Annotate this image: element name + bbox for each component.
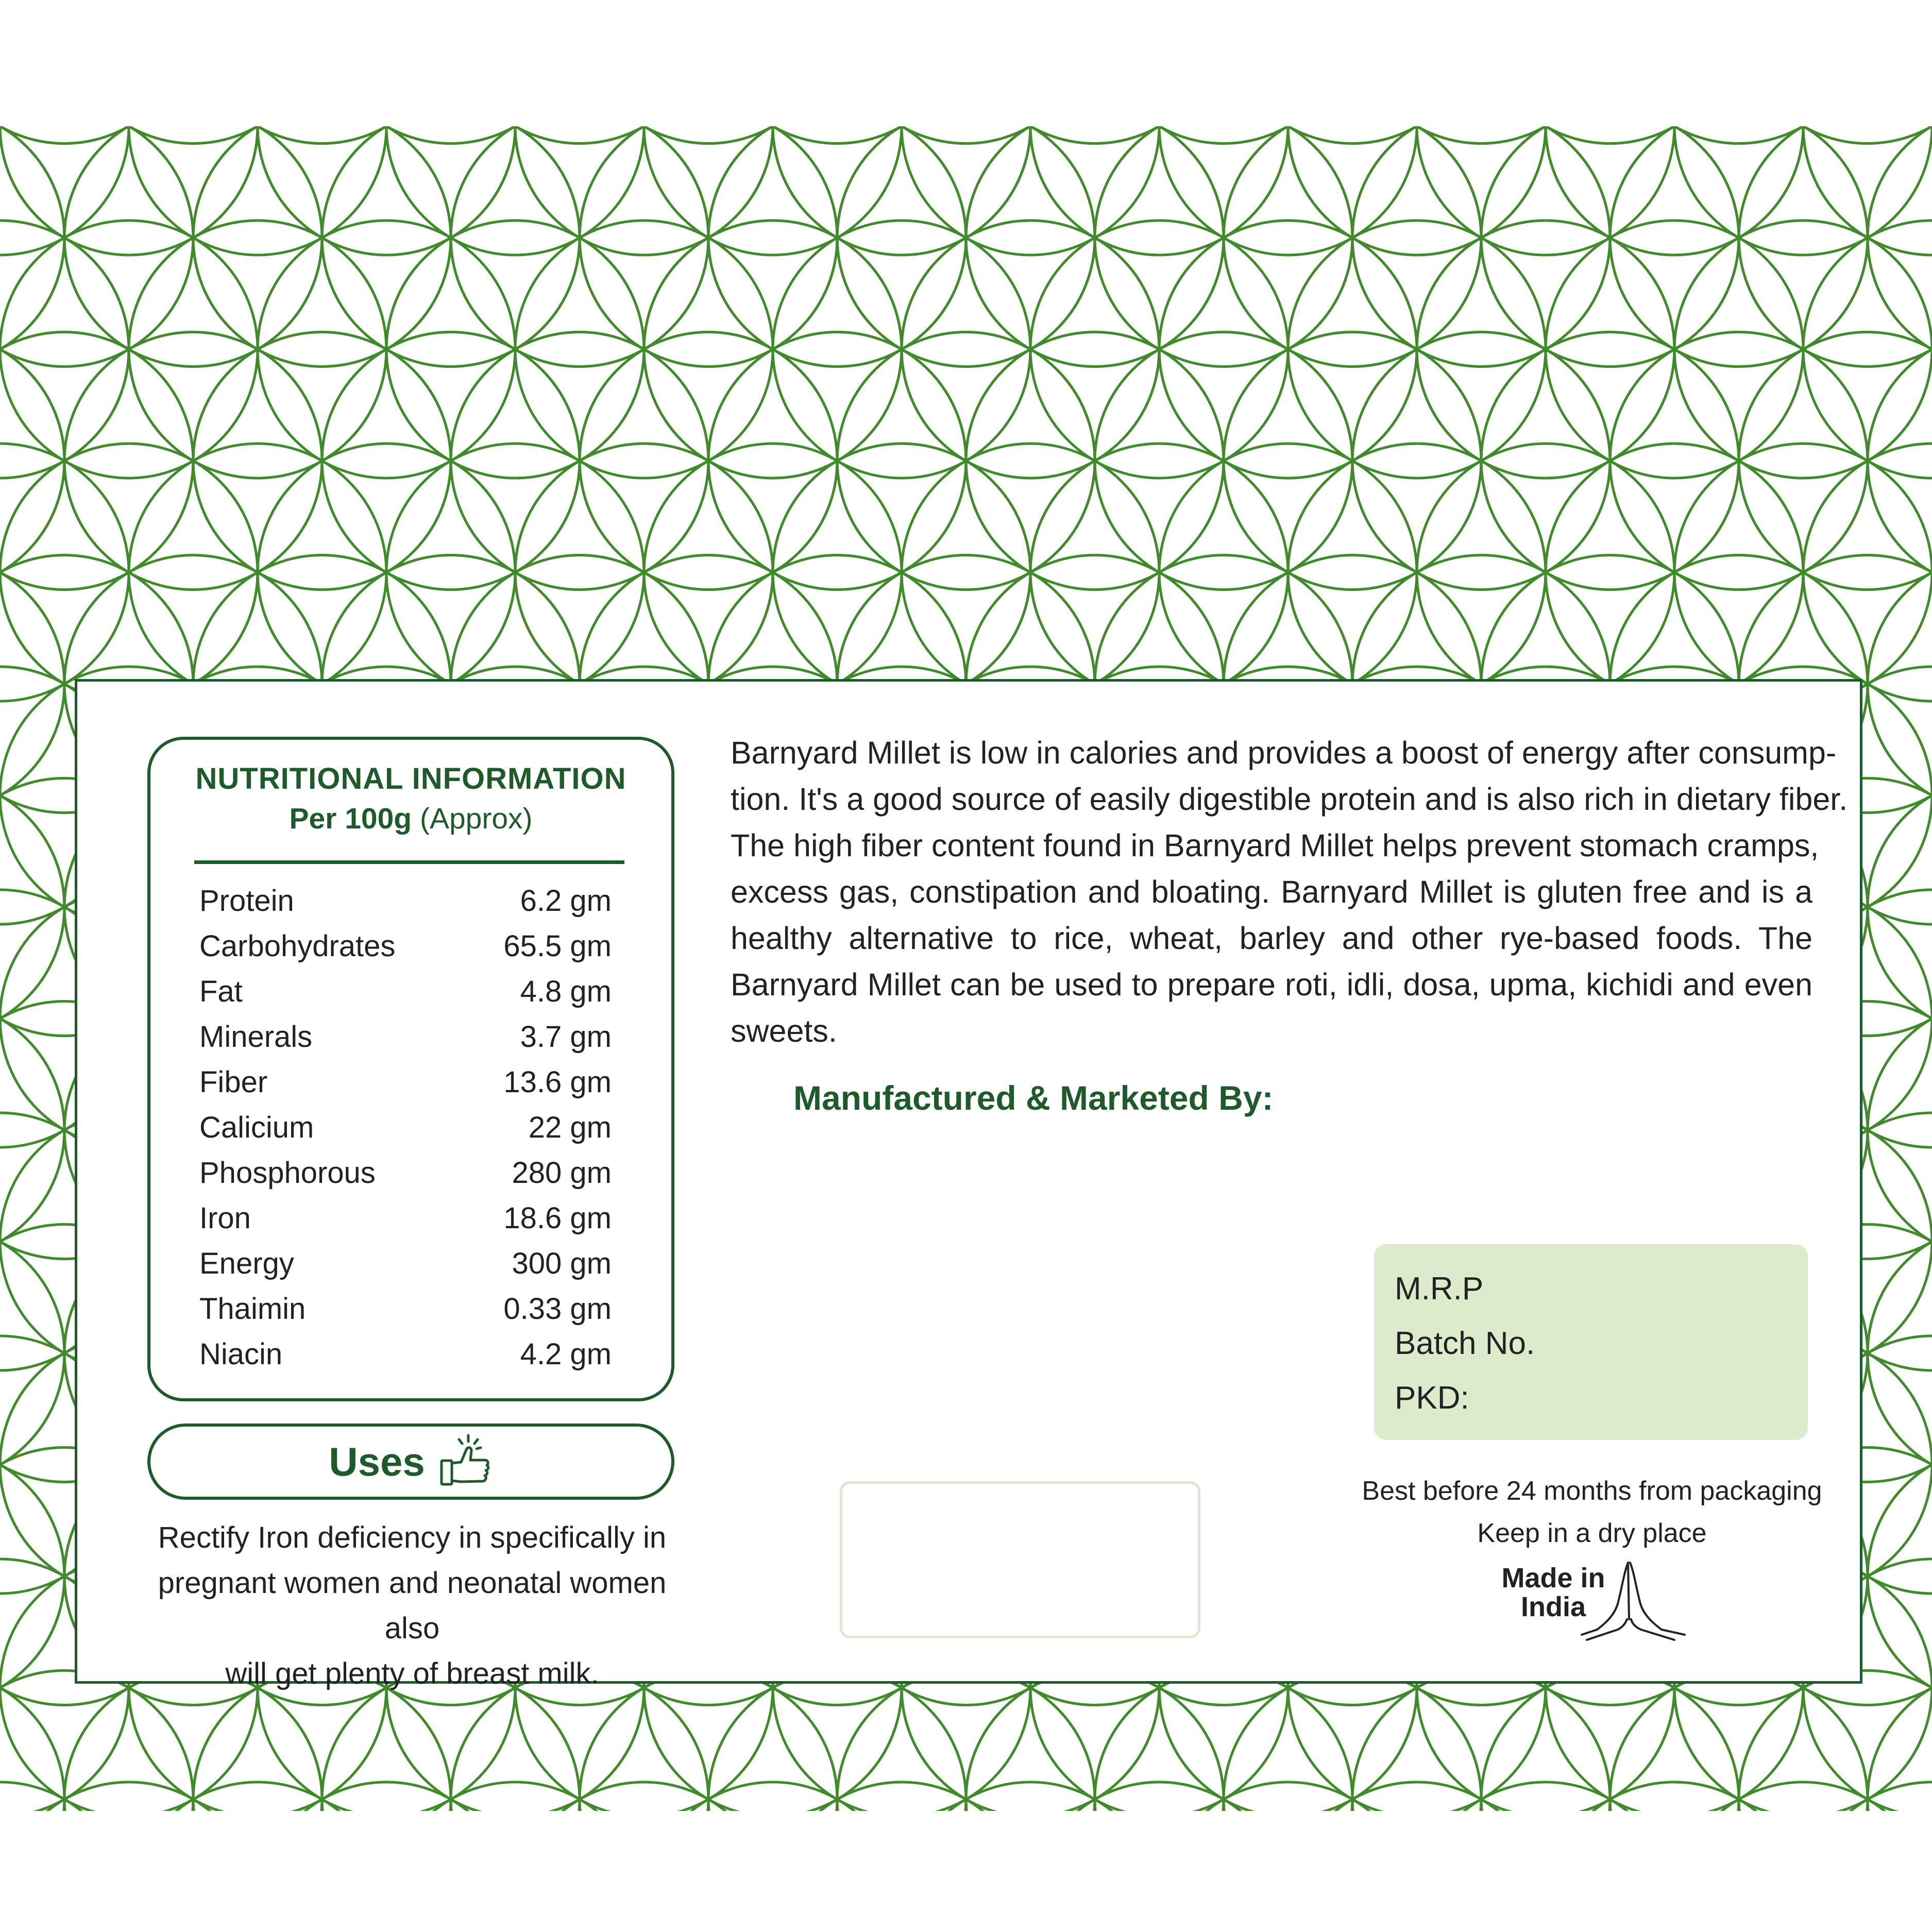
info-panel bbox=[75, 679, 1862, 1690]
nutrient-name: Minerals bbox=[199, 1020, 313, 1054]
mrp-label: M.R.P bbox=[1395, 1271, 1484, 1307]
storage-info bbox=[1350, 1470, 1834, 1554]
nutrient-name: Fat bbox=[199, 974, 243, 1008]
nutrient-value: 4.2 gm bbox=[520, 1337, 612, 1371]
description-line: Barnyard Millet is low in calories and provides a boost of energy after consump- bbox=[731, 735, 1837, 770]
nutrient-name: Fiber bbox=[199, 1065, 268, 1099]
packed-date-label: PKD: bbox=[1395, 1380, 1469, 1416]
nutrient-value: 65.5 gm bbox=[503, 929, 612, 963]
nutrition-title: NUTRITIONAL INFORMATION bbox=[195, 762, 626, 795]
nutrition-row bbox=[199, 1105, 612, 1150]
batch-number-label: Batch No. bbox=[1395, 1326, 1535, 1361]
nutrient-value: 3.7 gm bbox=[520, 1020, 612, 1054]
product-description bbox=[731, 730, 1848, 1054]
manufacturer-heading: Manufactured & Marketed By: bbox=[793, 1079, 1274, 1117]
nutrient-value: 0.33 gm bbox=[503, 1292, 612, 1326]
uses-description bbox=[129, 1515, 696, 1697]
nutrient-value: 22 gm bbox=[528, 1110, 612, 1144]
made-in-india-mark bbox=[1499, 1557, 1705, 1645]
made-in-line1: Made in bbox=[1501, 1563, 1605, 1594]
nutrition-row bbox=[199, 1150, 612, 1195]
description-line: excess gas, constipation and bloating. Barnyard Millet is gluten free and is a bbox=[731, 874, 1812, 909]
blank-label-area bbox=[840, 1481, 1200, 1638]
nutrient-value: 13.6 gm bbox=[503, 1065, 612, 1099]
nutrition-rows bbox=[199, 878, 612, 1377]
uses-header bbox=[147, 1423, 674, 1500]
keep-dry-text: Keep in a dry place bbox=[1477, 1518, 1707, 1548]
description-line: sweets. bbox=[731, 1013, 837, 1048]
nutrition-approx-note: (Approx) bbox=[419, 802, 533, 835]
uses-label: Uses bbox=[329, 1438, 425, 1484]
batch-info-box bbox=[1374, 1244, 1808, 1440]
nutrient-name: Niacin bbox=[199, 1337, 283, 1371]
nutrition-row bbox=[199, 969, 612, 1014]
nutrition-row bbox=[199, 923, 612, 969]
nutrient-value: 6.2 gm bbox=[520, 884, 612, 918]
folded-hands-icon bbox=[1577, 1557, 1690, 1648]
nutrient-name: Calicium bbox=[199, 1110, 314, 1144]
nutrient-value: 300 gm bbox=[512, 1246, 612, 1280]
description-line: healthy alternative to rice, wheat, barley and other rye-based foods. The bbox=[731, 921, 1812, 956]
thumbs-up-icon bbox=[436, 1432, 493, 1492]
nutrition-row bbox=[199, 1241, 612, 1286]
nutrition-table bbox=[147, 737, 674, 1401]
uses-line: will get plenty of breast milk. bbox=[225, 1657, 599, 1690]
nutrient-value: 280 gm bbox=[512, 1156, 612, 1190]
nutrition-row bbox=[199, 878, 612, 923]
nutrition-row bbox=[199, 1195, 612, 1241]
description-line: The high fiber content found in Barnyard Millet helps prevent stomach cramps, bbox=[731, 828, 1819, 863]
uses-line: Rectify Iron deficiency in specifically in bbox=[158, 1521, 667, 1554]
description-line: tion. It's a good source of easily digestible protein and is also rich in dietary fiber. bbox=[731, 782, 1848, 817]
best-before-text: Best before 24 months from packaging bbox=[1362, 1476, 1822, 1506]
nutrition-row bbox=[199, 1014, 612, 1059]
nutrition-row bbox=[199, 1286, 612, 1331]
made-in-line2: India bbox=[1520, 1591, 1586, 1622]
nutrient-name: Phosphorous bbox=[199, 1156, 376, 1190]
nutrition-per-serving: Per 100g bbox=[289, 802, 412, 835]
nutrient-name: Iron bbox=[199, 1201, 251, 1235]
nutrition-divider bbox=[194, 860, 624, 864]
nutrient-name: Energy bbox=[199, 1246, 294, 1280]
nutrient-name: Protein bbox=[199, 884, 294, 918]
uses-line: pregnant women and neonatal women also bbox=[158, 1566, 667, 1645]
nutrient-value: 18.6 gm bbox=[503, 1201, 612, 1235]
nutrient-value: 4.8 gm bbox=[520, 974, 612, 1008]
nutrition-row bbox=[199, 1059, 612, 1105]
nutrition-subtitle bbox=[150, 802, 671, 836]
nutrient-name: Thaimin bbox=[199, 1292, 306, 1326]
description-line: Barnyard Millet can be used to prepare roti, idli, dosa, upma, kichidi and even bbox=[731, 967, 1812, 1002]
nutrient-name: Carbohydrates bbox=[199, 929, 396, 963]
nutrition-row bbox=[199, 1331, 612, 1377]
